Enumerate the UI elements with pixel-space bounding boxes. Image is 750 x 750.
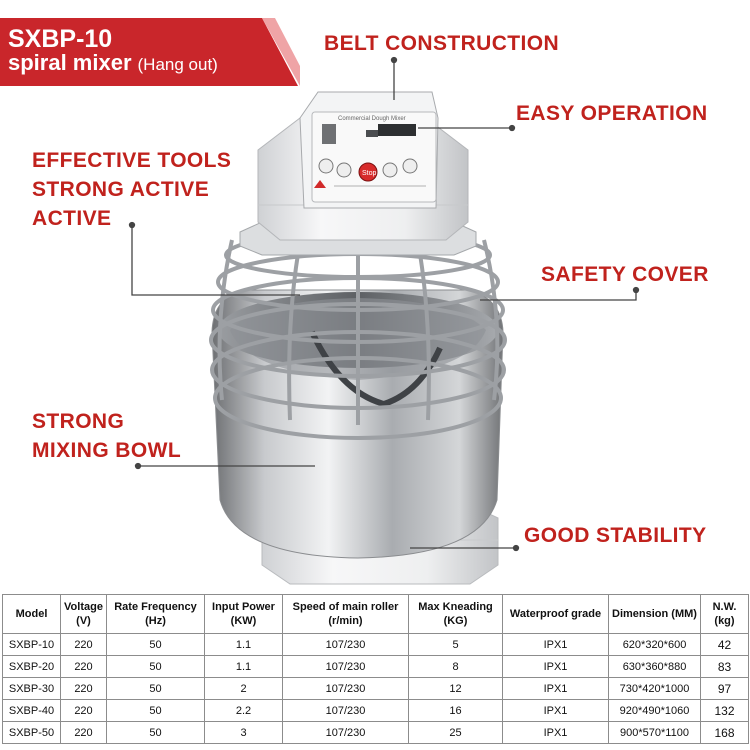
table-cell: 83: [701, 656, 749, 678]
table-row: [3, 656, 749, 678]
column-header: Waterproof grade: [503, 595, 609, 634]
column-header: Speed of main roller (r/min): [283, 595, 409, 634]
callout-line: EFFECTIVE TOOLS: [32, 149, 232, 172]
model-title: SXBP-10: [8, 25, 113, 53]
column-header: Input Power (KW): [205, 595, 283, 634]
table-cell: 900*570*1100: [609, 722, 701, 744]
table-row: [3, 700, 749, 722]
table-cell: IPX1: [503, 656, 609, 678]
column-header: Max Kneading (KG): [409, 595, 503, 634]
table-cell: IPX1: [503, 678, 609, 700]
table-cell: 16: [409, 700, 503, 722]
table-cell: 2: [205, 678, 283, 700]
specifications-table: [2, 594, 749, 744]
table-cell: 730*420*1000: [609, 678, 701, 700]
table-cell: SXBP-50: [3, 722, 61, 744]
table-cell: 50: [107, 656, 205, 678]
table-cell: 5: [409, 634, 503, 656]
column-header: Rate Frequency (Hz): [107, 595, 205, 634]
callout-belt-construction: BELT CONSTRUCTION: [324, 32, 560, 55]
table-cell: 220: [61, 700, 107, 722]
table-cell: 97: [701, 678, 749, 700]
table-cell: IPX1: [503, 722, 609, 744]
table-row: [3, 634, 749, 656]
callout-line: MIXING BOWL: [32, 439, 182, 462]
table-cell: 8: [409, 656, 503, 678]
table-cell: 920*490*1060: [609, 700, 701, 722]
table-cell: 220: [61, 722, 107, 744]
table-row: [3, 678, 749, 700]
table-cell: 42: [701, 634, 749, 656]
callout-safety-cover: SAFETY COVER: [541, 263, 709, 286]
column-header: Voltage (V): [61, 595, 107, 634]
table-cell: 620*320*600: [609, 634, 701, 656]
table-cell: 107/230: [283, 678, 409, 700]
table-cell: 50: [107, 634, 205, 656]
callout-line: STRONG: [32, 410, 125, 433]
table-cell: 630*360*880: [609, 656, 701, 678]
table-cell: 50: [107, 722, 205, 744]
table-cell: 107/230: [283, 656, 409, 678]
table-row: [3, 722, 749, 744]
table-cell: 25: [409, 722, 503, 744]
table-header-row: [3, 595, 749, 634]
callout-strong-mixing-bowl: [32, 407, 181, 465]
callout-easy-operation: EASY OPERATION: [516, 102, 708, 125]
table-cell: IPX1: [503, 634, 609, 656]
panel-title: Commercial Dough Mixer: [338, 116, 406, 122]
stop-label: Stop: [362, 170, 377, 177]
table-cell: IPX1: [503, 700, 609, 722]
table-cell: 107/230: [283, 722, 409, 744]
table-cell: 220: [61, 656, 107, 678]
table-cell: 107/230: [283, 634, 409, 656]
subtitle-note: (Hang out): [137, 55, 218, 74]
table-cell: SXBP-30: [3, 678, 61, 700]
column-header: Dimension (MM): [609, 595, 701, 634]
callout-line: STRONG ACTIVE: [32, 178, 210, 201]
table-cell: SXBP-40: [3, 700, 61, 722]
column-header: N.W. (kg): [701, 595, 749, 634]
callout-good-stability: GOOD STABILITY: [524, 524, 707, 547]
callout-line: ACTIVE: [32, 207, 112, 230]
callout-effective-tools: [32, 146, 231, 233]
table-cell: 220: [61, 678, 107, 700]
table-cell: SXBP-20: [3, 656, 61, 678]
table-cell: 50: [107, 700, 205, 722]
table-cell: 168: [701, 722, 749, 744]
table-cell: 220: [61, 634, 107, 656]
subtitle-text: spiral mixer: [8, 50, 132, 75]
table-cell: 50: [107, 678, 205, 700]
table-cell: 2.2: [205, 700, 283, 722]
table-cell: 3: [205, 722, 283, 744]
control-panel: [300, 92, 438, 208]
table-cell: 1.1: [205, 634, 283, 656]
table-cell: 1.1: [205, 656, 283, 678]
table-cell: 132: [701, 700, 749, 722]
table-cell: 12: [409, 678, 503, 700]
table-cell: SXBP-10: [3, 634, 61, 656]
table-cell: 107/230: [283, 700, 409, 722]
column-header: Model: [3, 595, 61, 634]
